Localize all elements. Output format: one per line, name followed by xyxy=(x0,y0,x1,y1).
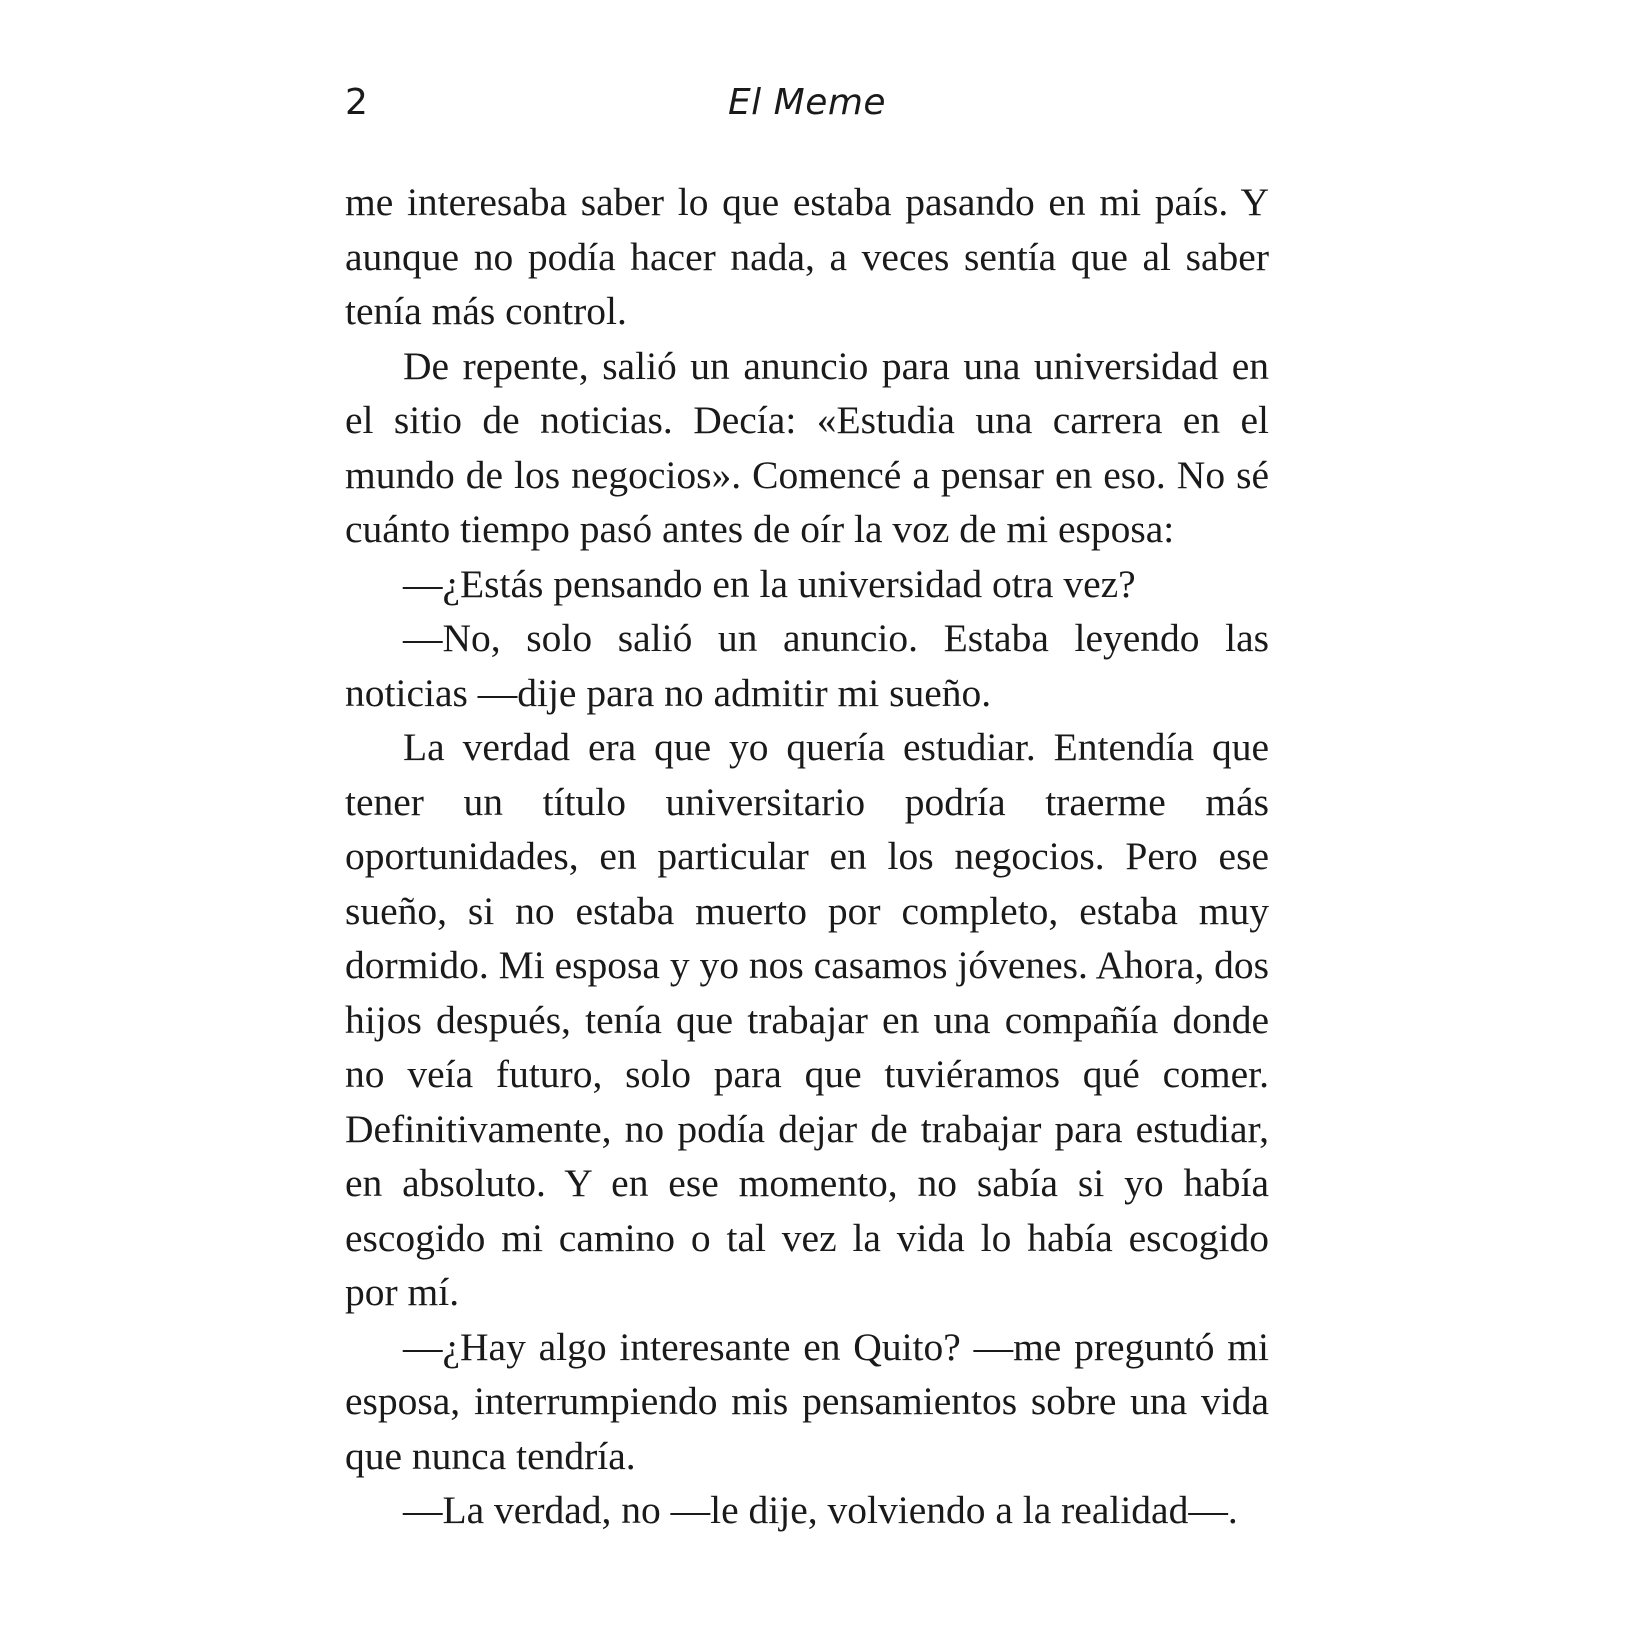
body-text xyxy=(345,175,1269,1538)
dialogue-line: —¿Hay algo interesante en Quito? —me preguntó mi esposa, interrumpiendo mis pensamientos sobre una vida que nunca tendría. xyxy=(345,1324,1269,1478)
running-head xyxy=(345,78,1269,128)
paragraph-continuation: me interesaba saber lo que estaba pasando en mi país. Y aunque no podía hacer nada, a veces sentía que al saber tenía más control. xyxy=(345,180,1269,333)
dialogue-line: —No, solo salió un anuncio. Estaba leyendo las noticias —dije para no admitir mi sueño. xyxy=(345,616,1269,715)
paragraph: La verdad era que yo quería estudiar. Entendía que tener un título universitario podría traerme más oportunidades, en particular en los negocios. Pero ese sueño, si no estaba muerto por completo, estaba muy dormido. Mi esposa y yo nos casamos jóvenes. Ahora, dos hijos después, tenía que trabajar en una compañía donde no veía futuro, solo para que tuviéramos qué comer. Definitivamente, no podía dejar de trabajar para estudiar, en absoluto. Y en ese momento, no sabía si yo había escogido mi camino o tal vez la vida lo había escogido por mí. xyxy=(345,725,1269,1314)
dialogue-line: —¿Estás pensando en la universidad otra vez? xyxy=(403,561,1136,606)
book-title: El Meme xyxy=(727,82,887,123)
paragraph: De repente, salió un anuncio para una universidad en el sitio de noticias. Decía: «Estudia una carrera en el mundo de los negocios». Comencé a pensar en eso. No sé cuánto tiempo pasó antes de oír la voz de mi esposa: xyxy=(345,343,1269,551)
dialogue-line-last: —La verdad, no —le dije, volviendo a la realidad—. xyxy=(403,1488,1238,1532)
page-number: 2 xyxy=(345,82,368,123)
